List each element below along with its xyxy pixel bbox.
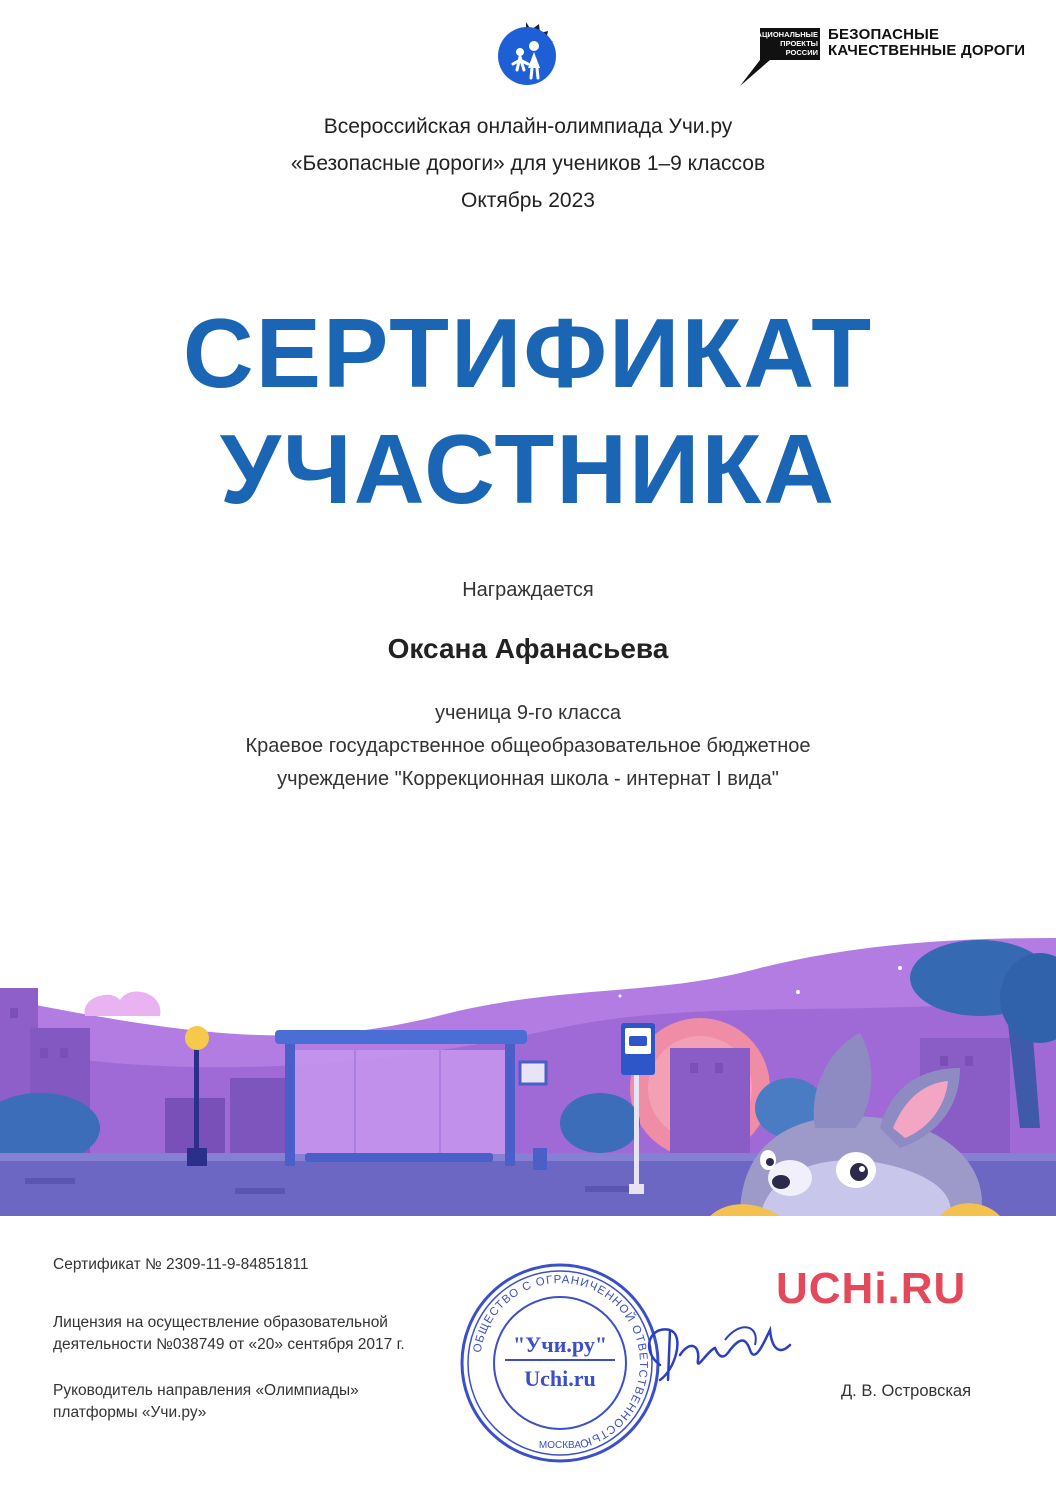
recipient-name: Оксана Афанасьева bbox=[387, 633, 669, 664]
certificate-title bbox=[0, 295, 1056, 527]
seal-name-en: Uchi.ru bbox=[524, 1366, 596, 1391]
np-line3: РОССИИ bbox=[785, 48, 818, 57]
olympiad-line1: Всероссийская онлайн-олимпиада Учи.ру bbox=[323, 115, 733, 138]
school-line1: Краевое государственное общеобразовательное бюджетное bbox=[245, 735, 811, 757]
child-pedestrian-logo-icon bbox=[496, 20, 558, 86]
np-line2: ПРОЕКТЫ bbox=[780, 39, 818, 48]
license-info bbox=[53, 1312, 405, 1356]
seal-ring-text: ОБЩЕСТВО С ОГРАНИЧЕННОЙ ОТВЕТСТВЕННОСТЬЮ bbox=[471, 1273, 650, 1450]
olympiad-heading bbox=[0, 108, 1056, 219]
recipient-grade: ученица 9-го класса bbox=[434, 702, 622, 724]
bus-stop-illustration bbox=[0, 938, 1056, 1216]
director-line2: платформы «Учи.ру» bbox=[53, 1404, 207, 1421]
signature bbox=[630, 1310, 810, 1400]
np-line1: НАЦИОНАЛЬНЫЕ bbox=[751, 30, 818, 39]
recipient-info bbox=[0, 697, 1056, 796]
national-projects-logo-icon bbox=[734, 26, 826, 88]
title-line1: СЕРТИФИКАТ bbox=[182, 298, 874, 408]
awarded-label: Награждается bbox=[462, 579, 594, 601]
certificate-number: Сертификат № 2309-11-9-84851811 bbox=[53, 1256, 309, 1273]
license-line1: Лицензия на осуществление образовательной bbox=[53, 1314, 388, 1331]
olympiad-line2: «Безопасные дороги» для учеников 1–9 классов bbox=[290, 152, 766, 175]
partner-name bbox=[828, 27, 1025, 59]
seal-name-ru: "Учи.ру" bbox=[512, 1332, 608, 1357]
olympiad-date: Октябрь 2023 bbox=[461, 189, 595, 212]
license-line2: деятельности №038749 от «20» сентября 2017 г. bbox=[53, 1336, 405, 1353]
director-line1: Руководитель направления «Олимпиады» bbox=[53, 1382, 359, 1399]
uchi-ru-logo: UCHi.RU bbox=[776, 1264, 967, 1313]
signer-name: Д. В. Островская bbox=[841, 1382, 972, 1400]
seal-city: МОСКВА bbox=[538, 1440, 582, 1451]
svg-text:ОБЩЕСТВО С ОГРАНИЧЕННОЙ ОТВЕТС bbox=[472, 1274, 649, 1450]
title-line2: УЧАСТНИКА bbox=[219, 414, 837, 524]
partner-line2: КАЧЕСТВЕННЫЕ ДОРОГИ bbox=[828, 42, 1026, 59]
school-line2: учреждение "Коррекционная школа - интернат I вида" bbox=[277, 768, 779, 790]
director-title bbox=[53, 1380, 359, 1424]
partner-line1: БЕЗОПАСНЫЕ bbox=[828, 26, 940, 43]
